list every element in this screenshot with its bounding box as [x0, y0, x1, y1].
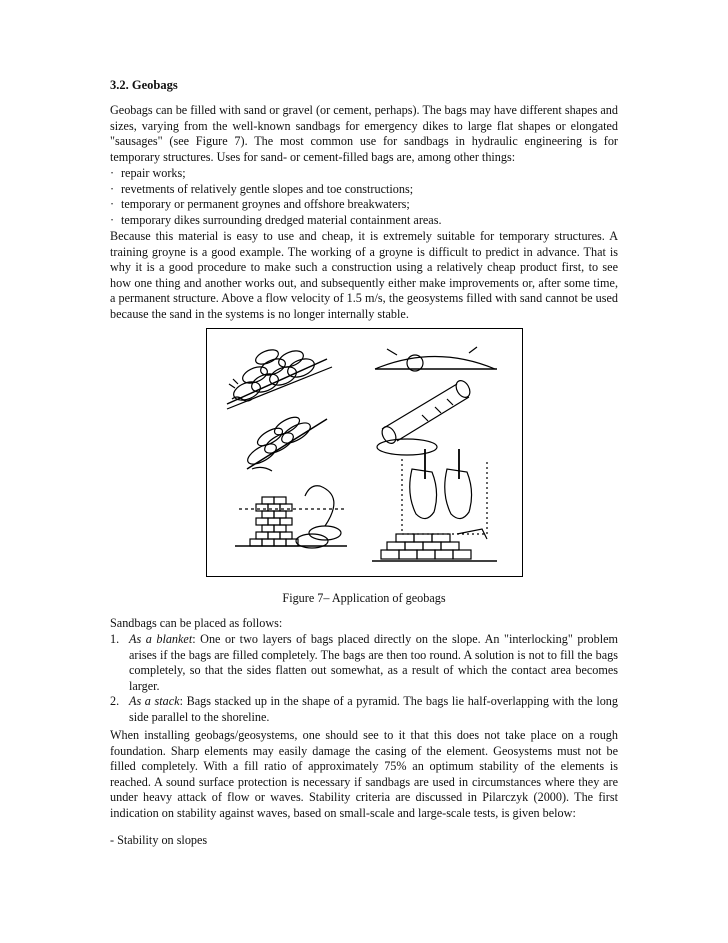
placing-list	[110, 632, 618, 726]
list-item	[110, 213, 618, 229]
figure-caption: Figure 7– Application of geobags	[282, 591, 446, 605]
bullet-marker: ·	[110, 166, 115, 180]
geobag-drawings	[207, 329, 522, 576]
list-item-text: repair works;	[121, 166, 186, 180]
figure-7-illustration	[206, 328, 523, 577]
body-paragraph-4: When installing geobags/geosystems, one should see to it that this does not take place on a rough foundation. Sharp elements may easily damage the casing of the element. Geosystems must not be filled completely. With a fill ratio of approximately 75% an optimum stability of the elements is reached. A sound surface protection is necessary if sandbags are used in circumstances where they are under heavy attack of flow or waves. Stability criteria are discussed in Pilarczyk (2000). The first indication on stability against waves, based on small-scale and large-scale tests, is given below:	[110, 728, 618, 820]
list-item	[110, 197, 618, 213]
geocontainer-drawing	[402, 449, 487, 534]
bullet-marker: ·	[110, 212, 115, 227]
section-heading: 3.2. Geobags	[110, 78, 178, 92]
list-item-text: temporary dikes surrounding dredged material containment areas.	[121, 212, 442, 227]
list-term: As a blanket	[129, 632, 193, 646]
list-item-text: temporary or permanent groynes and offshore breakwaters;	[121, 197, 410, 212]
list-term: As a stack	[129, 694, 180, 709]
intro-paragraph: Geobags can be filled with sand or gravel (or cement, perhaps). The bags may have different shapes and sizes, varying from the well-known sandbags for emergency dikes to large flat shapes or elongated "sausages" (see Figure 7). The most common use for sandbags in hydraulic engineering is for temporary structures. Uses for sand- or cement-filled bags are, among other things:	[110, 103, 618, 164]
pipe-protection-drawing	[375, 347, 497, 371]
list-number: 1.	[110, 632, 120, 646]
list-item	[110, 694, 618, 725]
list-item-text: : Bags stacked up in the shape of a pyramid. The bags lie half-overlapping with the long side parallel to the shoreline.	[129, 694, 618, 724]
body-paragraph-2: Because this material is easy to use and cheap, it is extremely suitable for temporary structures. A training groyne is a good example. The working of a groyne is difficult to predict in advance. That is why it is a good procedure to make such a construction using a relatively cheap product first, to see how one thing and another works out, and subsequently either make improvements or, after some time, a permanent structure. Above a flow velocity of 1.5 m/s, the geosystems filled with sand cannot be used because the sand in the systems is no longer internally stable.	[110, 229, 618, 321]
uses-list	[110, 166, 618, 228]
bullet-marker: ·	[110, 181, 115, 196]
placing-intro: Sandbags can be placed as follows:	[110, 616, 283, 630]
list-item	[110, 166, 618, 182]
slope-revetment-drawing	[227, 347, 332, 409]
list-item-text: revetments of relatively gentle slopes and toe constructions;	[121, 181, 414, 196]
tube-filling-drawing	[377, 378, 473, 455]
list-item-text: : One or two layers of bags placed directly on the slope. An "interlocking" problem arises if the bags are filled completely. The bags are then too round. A solution is not to fill the bags completely, so that the sides flatten out somewhat, as a result of which the contact area becomes larger.	[129, 632, 618, 693]
stacked-bags-drawing	[235, 486, 347, 548]
bullet-marker: ·	[110, 197, 115, 212]
blanket-layer-drawing	[245, 414, 327, 471]
subheading-stability: - Stability on slopes	[110, 833, 208, 847]
list-item	[110, 182, 618, 198]
list-number: 2.	[110, 694, 120, 709]
list-item	[110, 632, 618, 694]
